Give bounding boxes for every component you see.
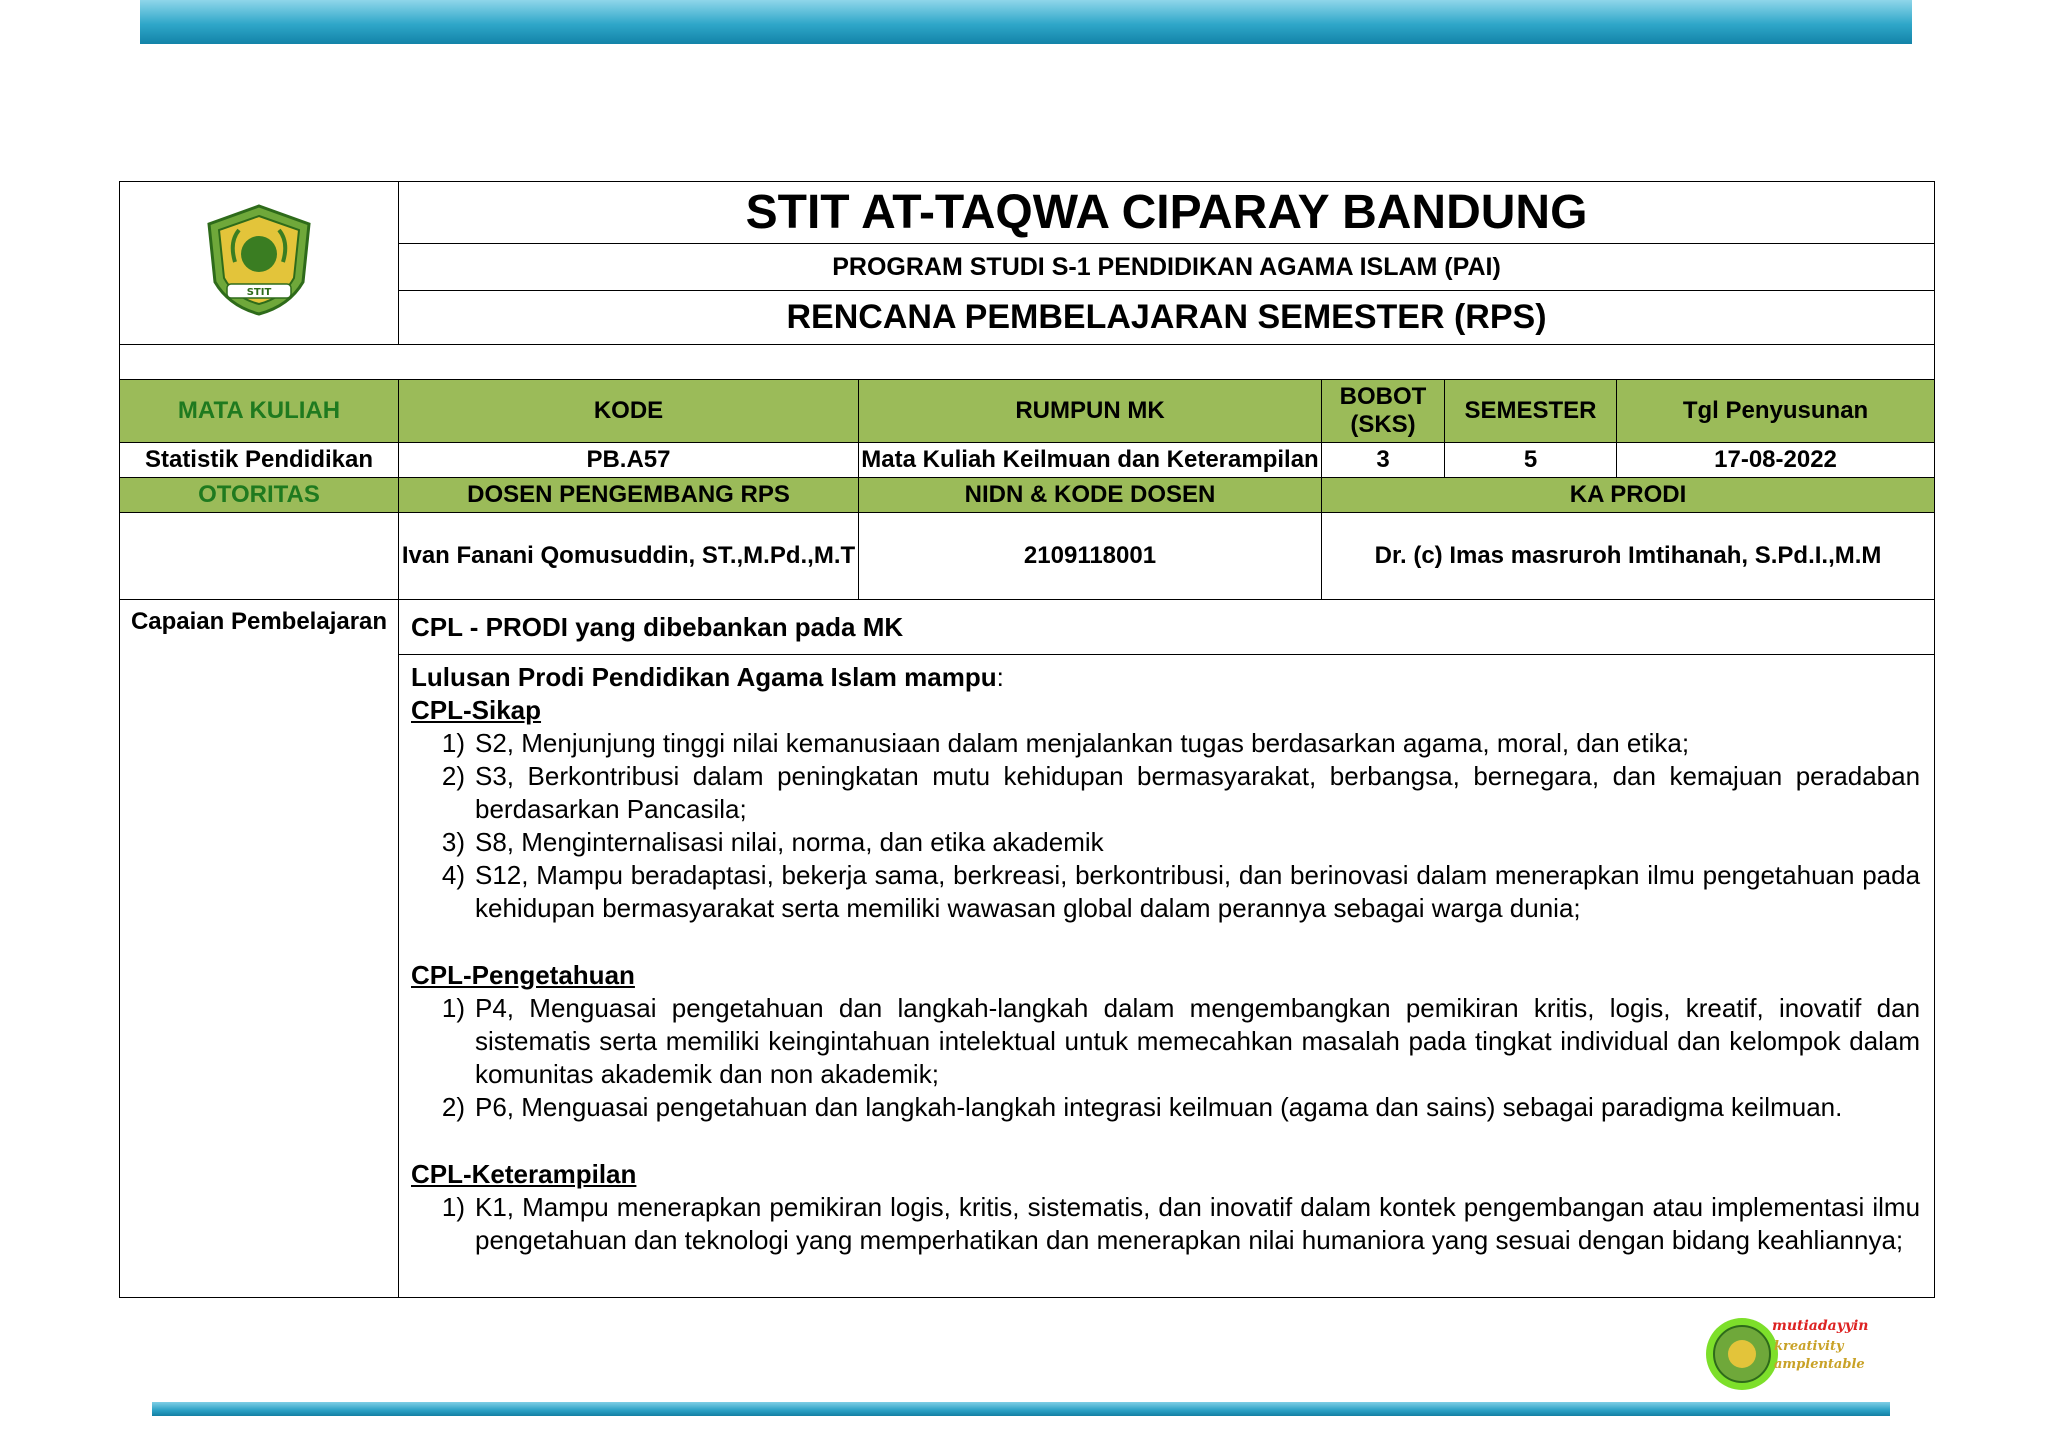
value-nidn: 2109118001 bbox=[859, 513, 1322, 600]
header-semester: SEMESTER bbox=[1445, 380, 1617, 443]
cpl-body bbox=[399, 655, 1935, 1298]
list-item: 2) S3, Berkontribusi dalam peningkatan mutu kehidupan bermasyarakat, berbangsa, bernegara, dan kemajuan peradaban berdasarkan Pancasila; bbox=[441, 761, 1921, 824]
institution-logo bbox=[199, 202, 319, 318]
svg-text:kreativity: kreativity bbox=[1774, 1339, 1844, 1354]
list-item: 1) S2, Menjunjung tinggi nilai kemanusiaan dalam menjalankan tugas berdasarkan agama, moral, dan etika; bbox=[441, 728, 1690, 758]
svg-text:mutiadayyin: mutiadayyin bbox=[1772, 1318, 1869, 1334]
otoritas-empty-cell bbox=[120, 513, 399, 600]
value-tgl: 17-08-2022 bbox=[1617, 443, 1935, 478]
header-nidn: NIDN & KODE DOSEN bbox=[859, 478, 1322, 513]
cpl-intro: Lulusan Prodi Pendidikan Agama Islam mampu: bbox=[411, 662, 1004, 692]
list-item: 1) K1, Mampu menerapkan pemikiran logis, kritis, sistematis, dan inovatif dalam kontek pengembangan atau implementasi ilmu pengetahuan dan teknologi yang memperhatikan dan menerapkan nilai humaniora yang sesuai dengan bidang keahliannya; bbox=[441, 1192, 1921, 1255]
list-item: 3) S8, Menginternalisasi nilai, norma, dan etika akademik bbox=[441, 827, 1104, 857]
header-mata-kuliah: MATA KULIAH bbox=[120, 380, 399, 443]
svg-text:STIT: STIT bbox=[246, 286, 272, 298]
cpl-pengetahuan-list bbox=[411, 992, 1920, 1124]
header-dosen: DOSEN PENGEMBANG RPS bbox=[399, 478, 859, 513]
top-decorative-bar bbox=[140, 0, 1912, 44]
institution-name: STIT AT-TAQWA CIPARAY BANDUNG bbox=[399, 182, 1935, 244]
bottom-decorative-bar bbox=[152, 1402, 1890, 1416]
value-semester: 5 bbox=[1445, 443, 1617, 478]
value-dosen: Ivan Fanani Qomusuddin, ST.,M.Pd.,M.T bbox=[399, 513, 859, 600]
header-rumpun: RUMPUN MK bbox=[859, 380, 1322, 443]
watermark-logo bbox=[1702, 1310, 1882, 1394]
value-mata-kuliah: Statistik Pendidikan bbox=[120, 443, 399, 478]
program-name: PROGRAM STUDI S-1 PENDIDIKAN AGAMA ISLAM (PAI) bbox=[399, 243, 1935, 291]
value-ka-prodi: Dr. (c) Imas masruroh Imtihanah, S.Pd.I.,M.M bbox=[1322, 513, 1935, 600]
cpl-heading: CPL - PRODI yang dibebankan pada MK bbox=[399, 600, 1935, 655]
list-item: 1) P4, Menguasai pengetahuan dan langkah-langkah dalam mengembangkan pemikiran kritis, logis, kreatif, inovatif dan sistematis serta memiliki keingintahuan intelektual untuk memecahkan masalah pada tingkat individual dan kelompok dalam komunitas akademik dan non akademik; bbox=[441, 993, 1921, 1089]
cpl-pengetahuan-title: CPL-Pengetahuan bbox=[411, 960, 635, 990]
logo-cell bbox=[120, 182, 399, 345]
cpl-keterampilan-title: CPL-Keterampilan bbox=[411, 1159, 637, 1189]
header-tgl: Tgl Penyusunan bbox=[1617, 380, 1935, 443]
value-bobot: 3 bbox=[1322, 443, 1445, 478]
list-item: 2) P6, Menguasai pengetahuan dan langkah-langkah integrasi keilmuan (agama dan sains) sebagai paradigma keilmuan. bbox=[441, 1092, 1843, 1122]
svg-text:amplentable: amplentable bbox=[1774, 1357, 1865, 1372]
header-ka-prodi: KA PRODI bbox=[1322, 478, 1935, 513]
value-rumpun: Mata Kuliah Keilmuan dan Keterampilan bbox=[859, 443, 1322, 478]
header-kode: KODE bbox=[399, 380, 859, 443]
header-otoritas: OTORITAS bbox=[120, 478, 399, 513]
list-item: 4) S12, Mampu beradaptasi, bekerja sama, berkreasi, berkontribusi, dan berinovasi dalam menerapkan ilmu pengetahuan pada kehidupan bermasyarakat serta memiliki wawasan global dalam perannya sebagai warga dunia; bbox=[441, 860, 1921, 923]
cpl-keterampilan-list bbox=[411, 1191, 1920, 1257]
capaian-label: Capaian Pembelajaran bbox=[120, 600, 399, 1298]
document-title: RENCANA PEMBELAJARAN SEMESTER (RPS) bbox=[399, 291, 1935, 345]
header-bobot: BOBOT (SKS) bbox=[1322, 380, 1445, 443]
cpl-sikap-title: CPL-Sikap bbox=[411, 695, 542, 725]
rps-table bbox=[119, 181, 1935, 1298]
spacer-row bbox=[120, 345, 1935, 380]
cpl-sikap-list bbox=[411, 727, 1920, 925]
value-kode: PB.A57 bbox=[399, 443, 859, 478]
